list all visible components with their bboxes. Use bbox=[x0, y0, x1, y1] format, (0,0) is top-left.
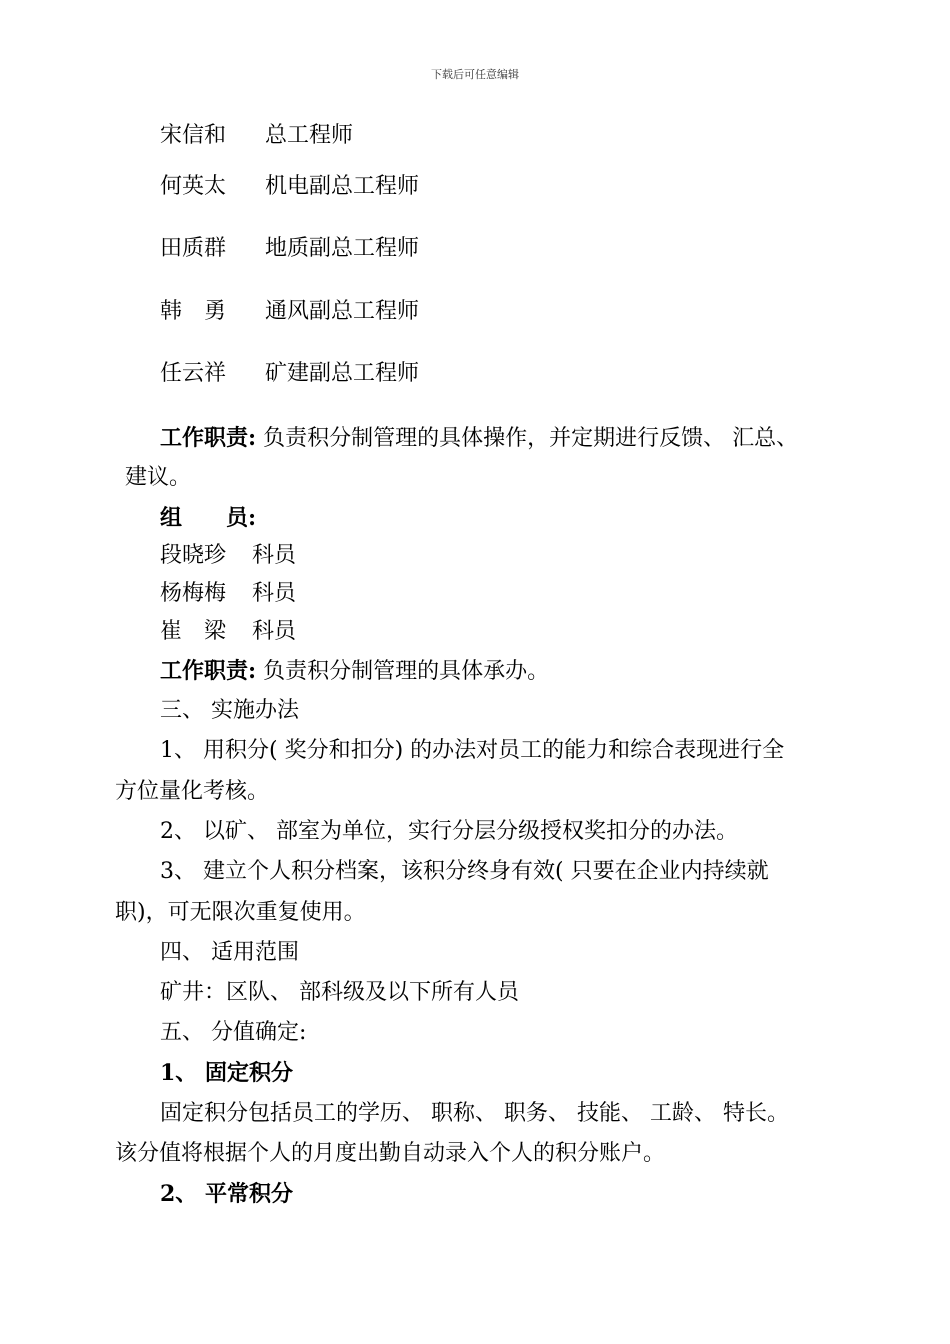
subsection-title: 1、 固定积分 bbox=[160, 1060, 293, 1086]
leader-role: 矿建副总工程师 bbox=[265, 361, 420, 386]
leader-row bbox=[160, 299, 420, 325]
member-role: 科员 bbox=[252, 619, 297, 644]
paragraph-continuation: 该分值将根据个人的月度出勤自动录入个人的积分账户。 bbox=[115, 1141, 666, 1166]
paragraph-continuation: 职)，可无限次重复使用。 bbox=[115, 900, 366, 925]
leader-name: 何英太 bbox=[160, 174, 227, 199]
leader-name: 宋信和 bbox=[160, 123, 227, 148]
duty-paragraph bbox=[160, 425, 798, 452]
leader-row bbox=[160, 361, 420, 387]
leader-role: 通风副总工程师 bbox=[265, 299, 420, 324]
section-title: 三、 实施办法 bbox=[160, 698, 299, 723]
page-header: 下载后可任意编辑 bbox=[431, 68, 519, 81]
section-title: 五、 分值确定: bbox=[160, 1020, 307, 1045]
leader-role: 地质副总工程师 bbox=[265, 236, 420, 261]
member-name: 崔 梁 bbox=[160, 619, 227, 644]
duty-label: 工作职责: bbox=[160, 425, 257, 451]
member-role: 科员 bbox=[252, 543, 297, 568]
paragraph: 矿井：区队、 部科级及以下所有人员 bbox=[160, 980, 519, 1005]
duty-text: 负责积分制管理的具体承办。 bbox=[263, 659, 550, 684]
paragraph: 2、 以矿、 部室为单位，实行分层分级授权奖扣分的办法。 bbox=[160, 819, 738, 844]
section-title: 四、 适用范围 bbox=[160, 940, 299, 965]
member-name: 段晓珍 bbox=[160, 543, 227, 568]
leader-row bbox=[160, 123, 354, 149]
member-row bbox=[160, 543, 297, 569]
duty-paragraph bbox=[160, 658, 549, 685]
leader-row bbox=[160, 174, 420, 200]
paragraph-continuation: 方位量化考核。 bbox=[115, 779, 270, 804]
leader-name: 任云祥 bbox=[160, 361, 227, 386]
paragraph: 1、 用积分( 奖分和扣分) 的办法对员工的能力和综合表现进行全 bbox=[160, 738, 785, 763]
member-role: 科员 bbox=[252, 581, 297, 606]
leader-name: 韩 勇 bbox=[160, 299, 227, 324]
member-row bbox=[160, 581, 297, 607]
duty-continuation: 建议。 bbox=[125, 465, 192, 490]
leader-role: 机电副总工程师 bbox=[265, 174, 420, 199]
duty-label: 工作职责: bbox=[160, 658, 257, 684]
paragraph: 固定积分包括员工的学历、 职称、 职务、 技能、 工龄、 特长。 bbox=[160, 1101, 789, 1126]
leader-row bbox=[160, 236, 420, 262]
member-row bbox=[160, 619, 297, 645]
leader-name: 田质群 bbox=[160, 236, 227, 261]
members-title: 组 员: bbox=[160, 505, 257, 531]
duty-text: 负责积分制管理的具体操作，并定期进行反馈、 汇总、 bbox=[263, 426, 799, 451]
member-name: 杨梅梅 bbox=[160, 581, 227, 606]
subsection-title: 2、 平常积分 bbox=[160, 1181, 293, 1207]
leader-role: 总工程师 bbox=[265, 123, 354, 148]
paragraph: 3、 建立个人积分档案，该积分终身有效( 只要在企业内持续就 bbox=[160, 859, 769, 884]
